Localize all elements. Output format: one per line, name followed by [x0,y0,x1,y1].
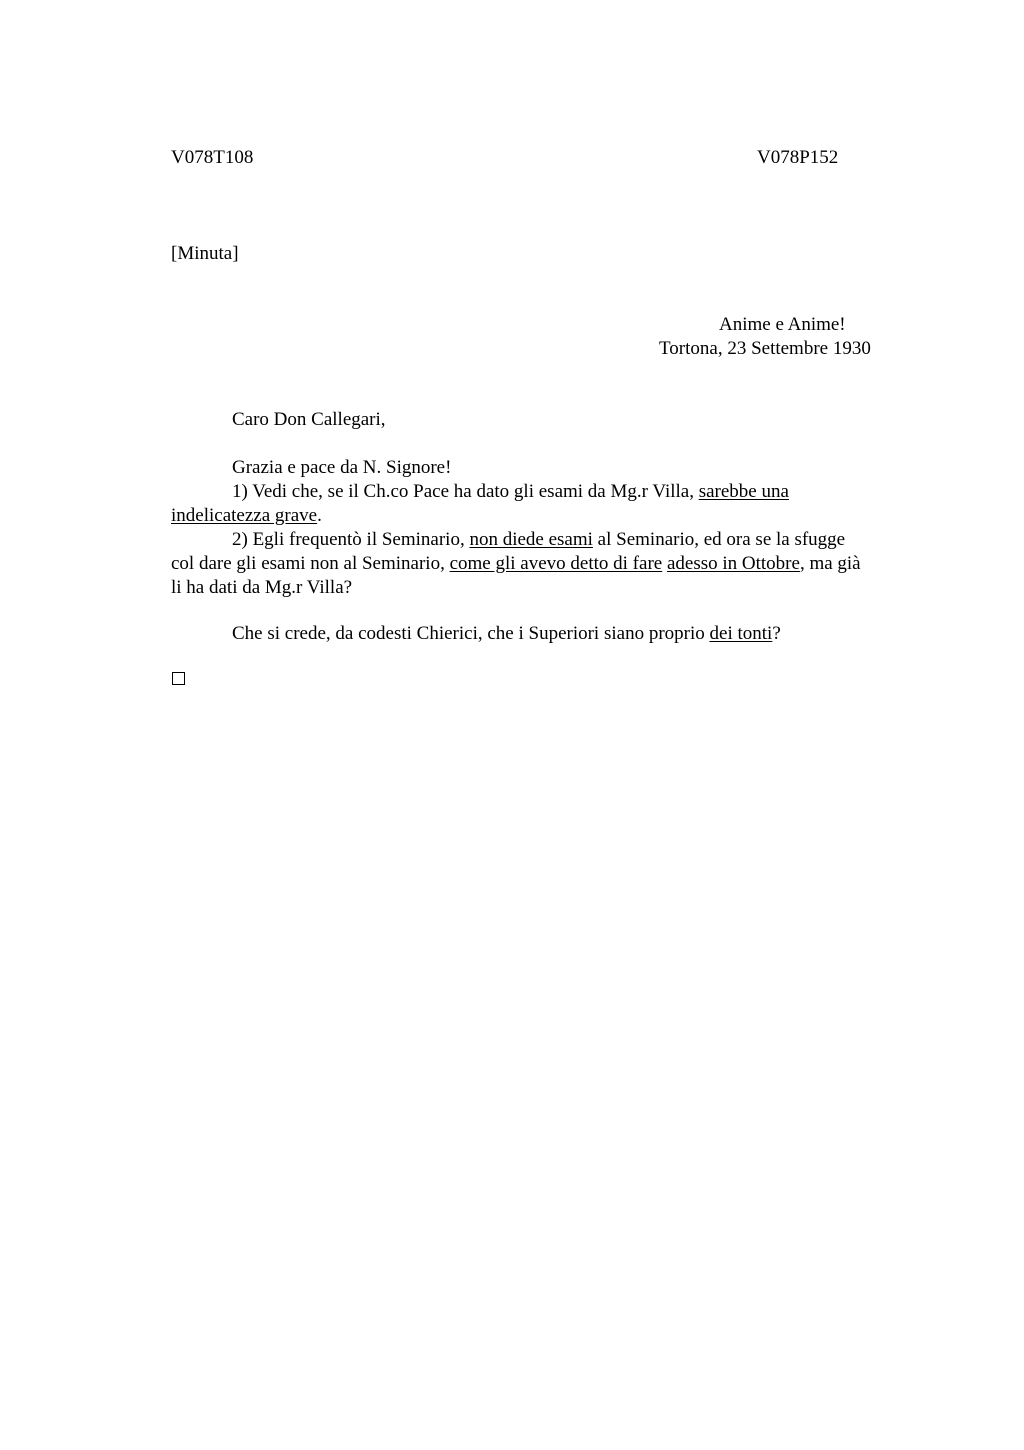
letter-body [171,456,931,600]
underlined-phrase: come gli avevo detto di fare [449,553,663,574]
point-2-line-2: col dare gli esami non al Seminario, come gli avevo detto di fare adesso in Ottobre, ma già [171,553,861,574]
point-2-line-1: 2) Egli frequentò il Seminario, non diede esami al Seminario, ed ora se la sfugge [232,529,846,550]
greeting: Grazia e pace da N. Signore! [232,457,452,478]
underlined-phrase: non diede esami [469,529,593,550]
point-1-line-1: 1) Vedi che, se il Ch.co Pace ha dato gli esami da Mg.r Villa, sarebbe una [232,481,789,502]
underlined-phrase: adesso in Ottobre [666,553,800,574]
place-date: Tortona, 23 Settembre 1930 [659,338,871,359]
point-1-line-2: indelicatezza grave. [171,505,322,526]
document-code-right: V078P152 [757,147,839,168]
checkbox-icon [172,672,185,685]
point-2-line-3: li ha dati da Mg.r Villa? [171,577,353,598]
motto: Anime e Anime! [719,314,846,335]
document-code-left: V078T108 [171,147,254,168]
underlined-phrase: indelicatezza grave [171,505,318,526]
draft-note: [Minuta] [171,243,239,264]
underlined-phrase: dei tonti [709,623,773,644]
underlined-phrase: sarebbe una [698,481,789,502]
closing-question: Che si crede, da codesti Chierici, che i Superiori siano proprio dei tonti? [232,623,781,644]
salutation: Caro Don Callegari, [232,409,386,430]
